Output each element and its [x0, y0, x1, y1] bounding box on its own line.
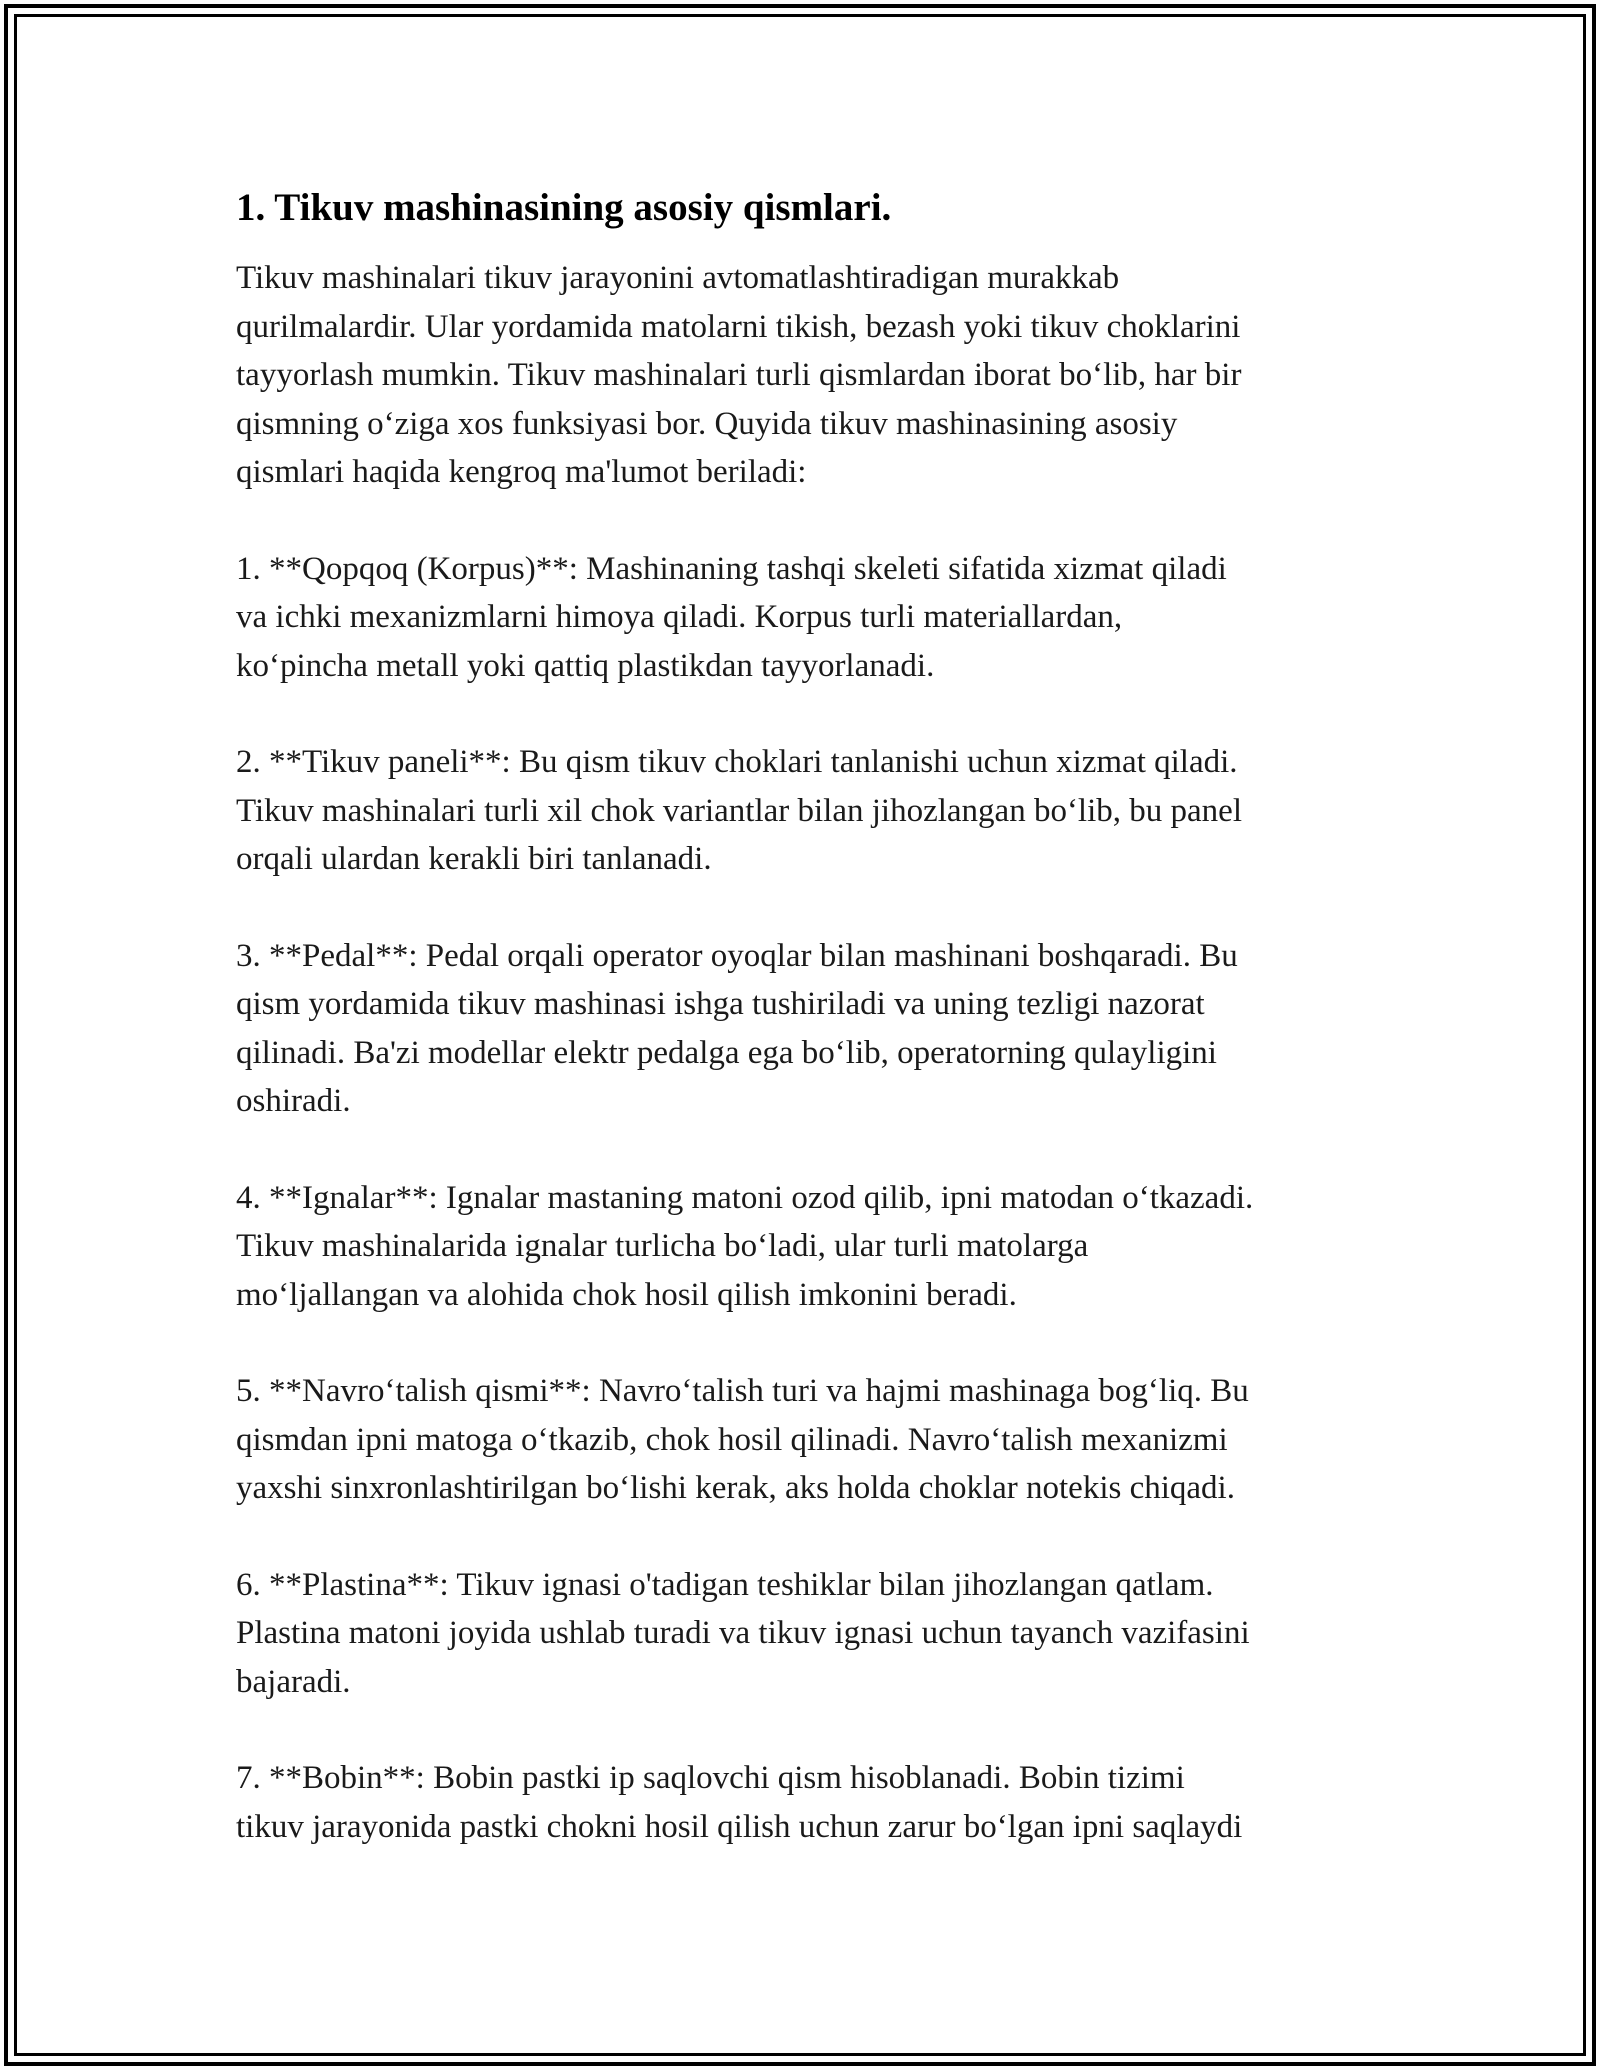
list-item-plastina: [236, 1561, 1376, 1707]
text-line: 6. **Plastina**: Tikuv ignasi o'tadigan teshiklar bilan jihozlangan qatlam.: [236, 1566, 1214, 1603]
section-heading: 1. Tikuv mashinasining asosiy qismlari.: [236, 186, 892, 229]
list-item-navrotalish: [236, 1367, 1376, 1513]
text-line: tikuv jarayonida pastki chokni hosil qilish uchun zarur bo‘lgan ipni saqlaydi: [236, 1808, 1243, 1845]
text-line: qurilmalardir. Ular yordamida matolarni tikish, bezash yoki tikuv choklarini: [236, 308, 1241, 345]
text-line: mo‘ljallangan va alohida chok hosil qilish imkonini beradi.: [236, 1276, 1017, 1313]
list-item-pedal: [236, 932, 1376, 1126]
text-line: Tikuv mashinalari turli xil chok variantlar bilan jihozlangan bo‘lib, bu panel: [236, 792, 1242, 829]
text-line: 2. **Tikuv paneli**: Bu qism tikuv choklari tanlanishi uchun xizmat qiladi.: [236, 744, 1238, 780]
text-line: oshiradi.: [236, 1083, 351, 1119]
text-line: 3. **Pedal**: Pedal orqali operator oyoqlar bilan mashinani boshqaradi. Bu: [236, 937, 1238, 974]
list-item-ignalar: [236, 1174, 1376, 1320]
text-line: bajaradi.: [236, 1663, 351, 1700]
text-line: 7. **Bobin**: Bobin pastki ip saqlovchi qism hisoblanadi. Bobin tizimi: [236, 1760, 1185, 1796]
text-line: Tikuv mashinalari tikuv jarayonini avtomatlashtiradigan murakkab: [236, 260, 1120, 296]
text-line: 5. **Navro‘talish qismi**: Navro‘talish turi va hajmi mashinaga bog‘liq. Bu: [236, 1373, 1249, 1409]
text-line: orqali ulardan kerakli biri tanlanadi.: [236, 841, 712, 877]
text-line: va ichki mexanizmlarni himoya qiladi. Korpus turli materiallardan,: [236, 599, 1123, 635]
text-line: ko‘pincha metall yoki qattiq plastikdan tayyorlanadi.: [236, 647, 935, 684]
text-line: yaxshi sinxronlashtirilgan bo‘lishi kerak, aks holda choklar notekis chiqadi.: [236, 1470, 1235, 1506]
list-item-tikuv-paneli: [236, 738, 1376, 884]
text-line: 1. **Qopqoq (Korpus)**: Mashinaning tashqi skeleti sifatida xizmat qiladi: [236, 550, 1227, 587]
text-line: qilinadi. Ba'zi modellar elektr pedalga ega bo‘lib, operatorning qulayligini: [236, 1034, 1217, 1071]
text-line: Plastina matoni joyida ushlab turadi va tikuv ignasi uchun tayanch vazifasini: [236, 1615, 1250, 1651]
text-line: qism yordamida tikuv mashinasi ishga tushiriladi va uning tezligi nazorat: [236, 986, 1205, 1022]
text-line: Tikuv mashinalarida ignalar turlicha bo‘ladi, ular turli matolarga: [236, 1228, 1089, 1264]
intro-paragraph: [236, 254, 1376, 497]
text-line: 4. **Ignalar**: Ignalar mastaning matoni ozod qilib, ipni matodan o‘tkazadi.: [236, 1179, 1254, 1216]
text-line: qismlari haqida kengroq ma'lumot beriladi:: [236, 454, 807, 490]
document-body: [236, 182, 1376, 1899]
list-item-korpus: [236, 545, 1376, 691]
text-line: qismning o‘ziga xos funksiyasi bor. Quyida tikuv mashinasining asosiy: [236, 405, 1178, 442]
text-line: tayyorlash mumkin. Tikuv mashinalari turli qismlardan iborat bo‘lib, har bir: [236, 357, 1242, 393]
list-item-bobin: [236, 1754, 1376, 1851]
text-line: qismdan ipni matoga o‘tkazib, chok hosil qilinadi. Navro‘talish mexanizmi: [236, 1421, 1228, 1458]
